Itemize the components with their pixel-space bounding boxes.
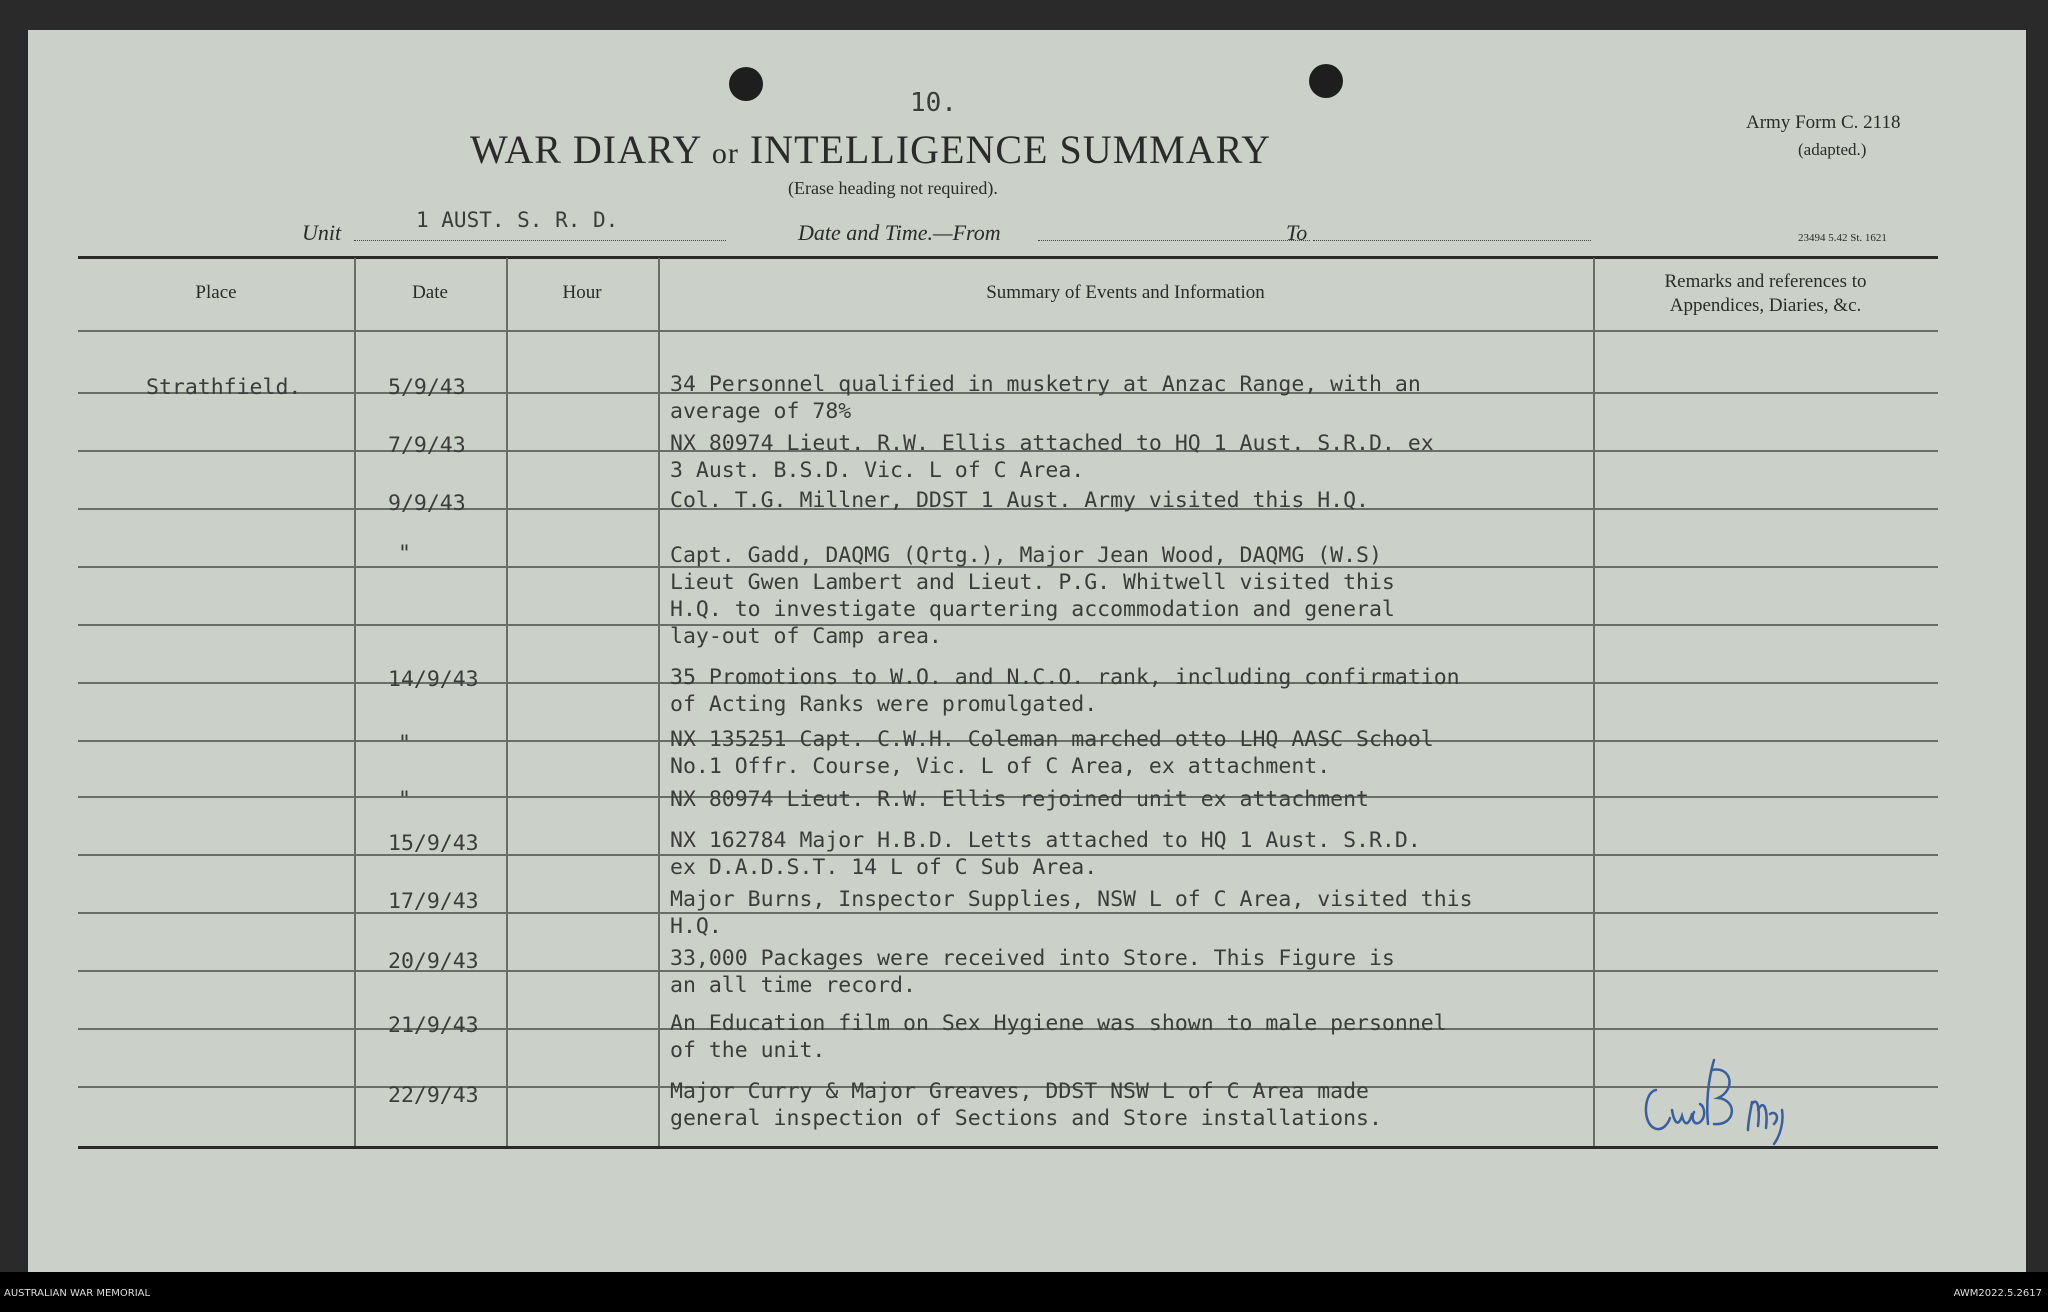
unit-value: 1 AUST. S. R. D. [416,208,619,232]
entry-place: Strathfield. [146,375,302,400]
summary-line: 3 Aust. B.S.D. Vic. L of C Area. [670,458,1085,483]
entry-date: 17/9/43 [388,889,479,914]
entry-summary [670,664,1460,718]
entry-date: 21/9/43 [388,1013,479,1038]
from-dotted-line [1038,240,1310,241]
form-adapted: (adapted.) [1798,140,1867,159]
summary-line: No.1 Offr. Course, Vic. L of C Area, ex attachment. [670,754,1331,779]
entry-date: 20/9/43 [388,949,479,974]
title-or: or [711,137,739,170]
unit-label: Unit [302,220,342,245]
column-header-hour: Hour [562,282,602,303]
summary-line: Major Burns, Inspector Supplies, NSW L of C Area, visited this [670,887,1473,912]
entry-summary [670,1010,1447,1064]
entry-date: 22/9/43 [388,1083,479,1108]
entry-summary [670,786,1369,813]
entry-summary [670,371,1421,425]
column-header-date: Date [412,282,448,303]
entry-date: 7/9/43 [388,433,466,458]
entry-summary [670,945,1395,999]
diary-sheet [28,30,2026,1272]
title-subtitle: (Erase heading not required). [788,178,998,198]
to-dotted-line [1313,240,1591,241]
table-top-rule [78,256,1938,259]
summary-line: general inspection of Sections and Store installations. [670,1106,1382,1131]
summary-line: 34 Personnel qualified in musketry at Anzac Range, with an [670,372,1421,397]
summary-line: H.Q. [670,914,722,939]
form-name: Army Form C. 2118 [1746,112,1901,133]
remarks-header-line2: Appendices, Diaries, &c. [1669,295,1862,316]
summary-line: 33,000 Packages were received into Store. This Figure is [670,946,1395,971]
summary-line: NX 80974 Lieut. R.W. Ellis rejoined unit ex attachment [670,787,1369,812]
entry-summary [670,542,1395,650]
page-number: 10. [910,88,957,118]
column-header-place: Place [195,282,237,303]
archive-reference: AWM2022.5.2617 [1953,1288,2042,1299]
title-war-diary: WAR DIARY [470,127,701,172]
entry-summary [670,430,1434,484]
entry-date: 9/9/43 [388,491,466,516]
summary-line: of Acting Ranks were promulgated. [670,692,1098,717]
unit-dotted-line [354,240,726,241]
punch-hole-right [1309,64,1343,98]
summary-line: an all time record. [670,973,916,998]
summary-line: NX 80974 Lieut. R.W. Ellis attached to HQ 1 Aust. S.R.D. ex [670,431,1434,456]
summary-line: Capt. Gadd, DAQMG (Qrtg.), Major Jean Wood, DAQMG (W.S) [670,543,1382,568]
entry-date: 14/9/43 [388,667,479,692]
column-header-summary: Summary of Events and Information [986,282,1265,303]
summary-line: average of 78% [670,399,852,424]
summary-line: ex D.A.D.S.T. 14 L of C Sub Area. [670,855,1098,880]
summary-line: NX 135251 Capt. C.W.H. Coleman marched otto LHQ AASC School [670,727,1434,752]
entry-date-ditto: " [398,731,411,756]
entry-date: 15/9/43 [388,831,479,856]
summary-line: An Education film on Sex Hygiene was shown to male personnel [670,1011,1447,1036]
archive-name: AUSTRALIAN WAR MEMORIAL [4,1288,151,1299]
print-code: 23494 5.42 St. 1621 [1798,232,1887,244]
summary-line: H.Q. to investigate quartering accommodation and general [670,597,1395,622]
date-time-from-label: Date and Time.—From [798,220,1001,245]
entry-date-ditto: " [398,541,411,566]
summary-line: 35 Promotions to W.O. and N.C.O. rank, including confirmation [670,665,1460,690]
summary-line: Major Curry & Major Greaves, DDST NSW L of C Area made [670,1079,1369,1104]
entry-summary [670,487,1369,514]
punch-hole-left [729,67,763,101]
entry-summary [670,886,1473,940]
remarks-header-line1: Remarks and references to [1664,271,1867,292]
summary-line: Col. T.G. Millner, DDST 1 Aust. Army visited this H.Q. [670,488,1369,513]
summary-line: of the unit. [670,1038,826,1063]
entry-date: 5/9/43 [388,375,466,400]
title-intelligence-summary: INTELLIGENCE SUMMARY [749,127,1271,172]
summary-line: lay-out of Camp area. [670,624,942,649]
header-rule [78,330,1938,332]
entry-date-ditto: " [398,787,411,812]
to-label: To [1286,220,1308,245]
archive-footer [0,1272,2048,1312]
entry-summary [670,1078,1382,1132]
summary-line: Lieut Gwen Lambert and Lieut. P.G. Whitwell visited this [670,570,1395,595]
summary-line: NX 162784 Major H.B.D. Letts attached to HQ 1 Aust. S.R.D. [670,828,1421,853]
handwritten-signature [1634,1040,1814,1150]
entry-summary [670,827,1421,881]
entry-summary [670,726,1434,780]
page-title [470,126,1271,173]
column-header-remarks [1593,270,1938,318]
